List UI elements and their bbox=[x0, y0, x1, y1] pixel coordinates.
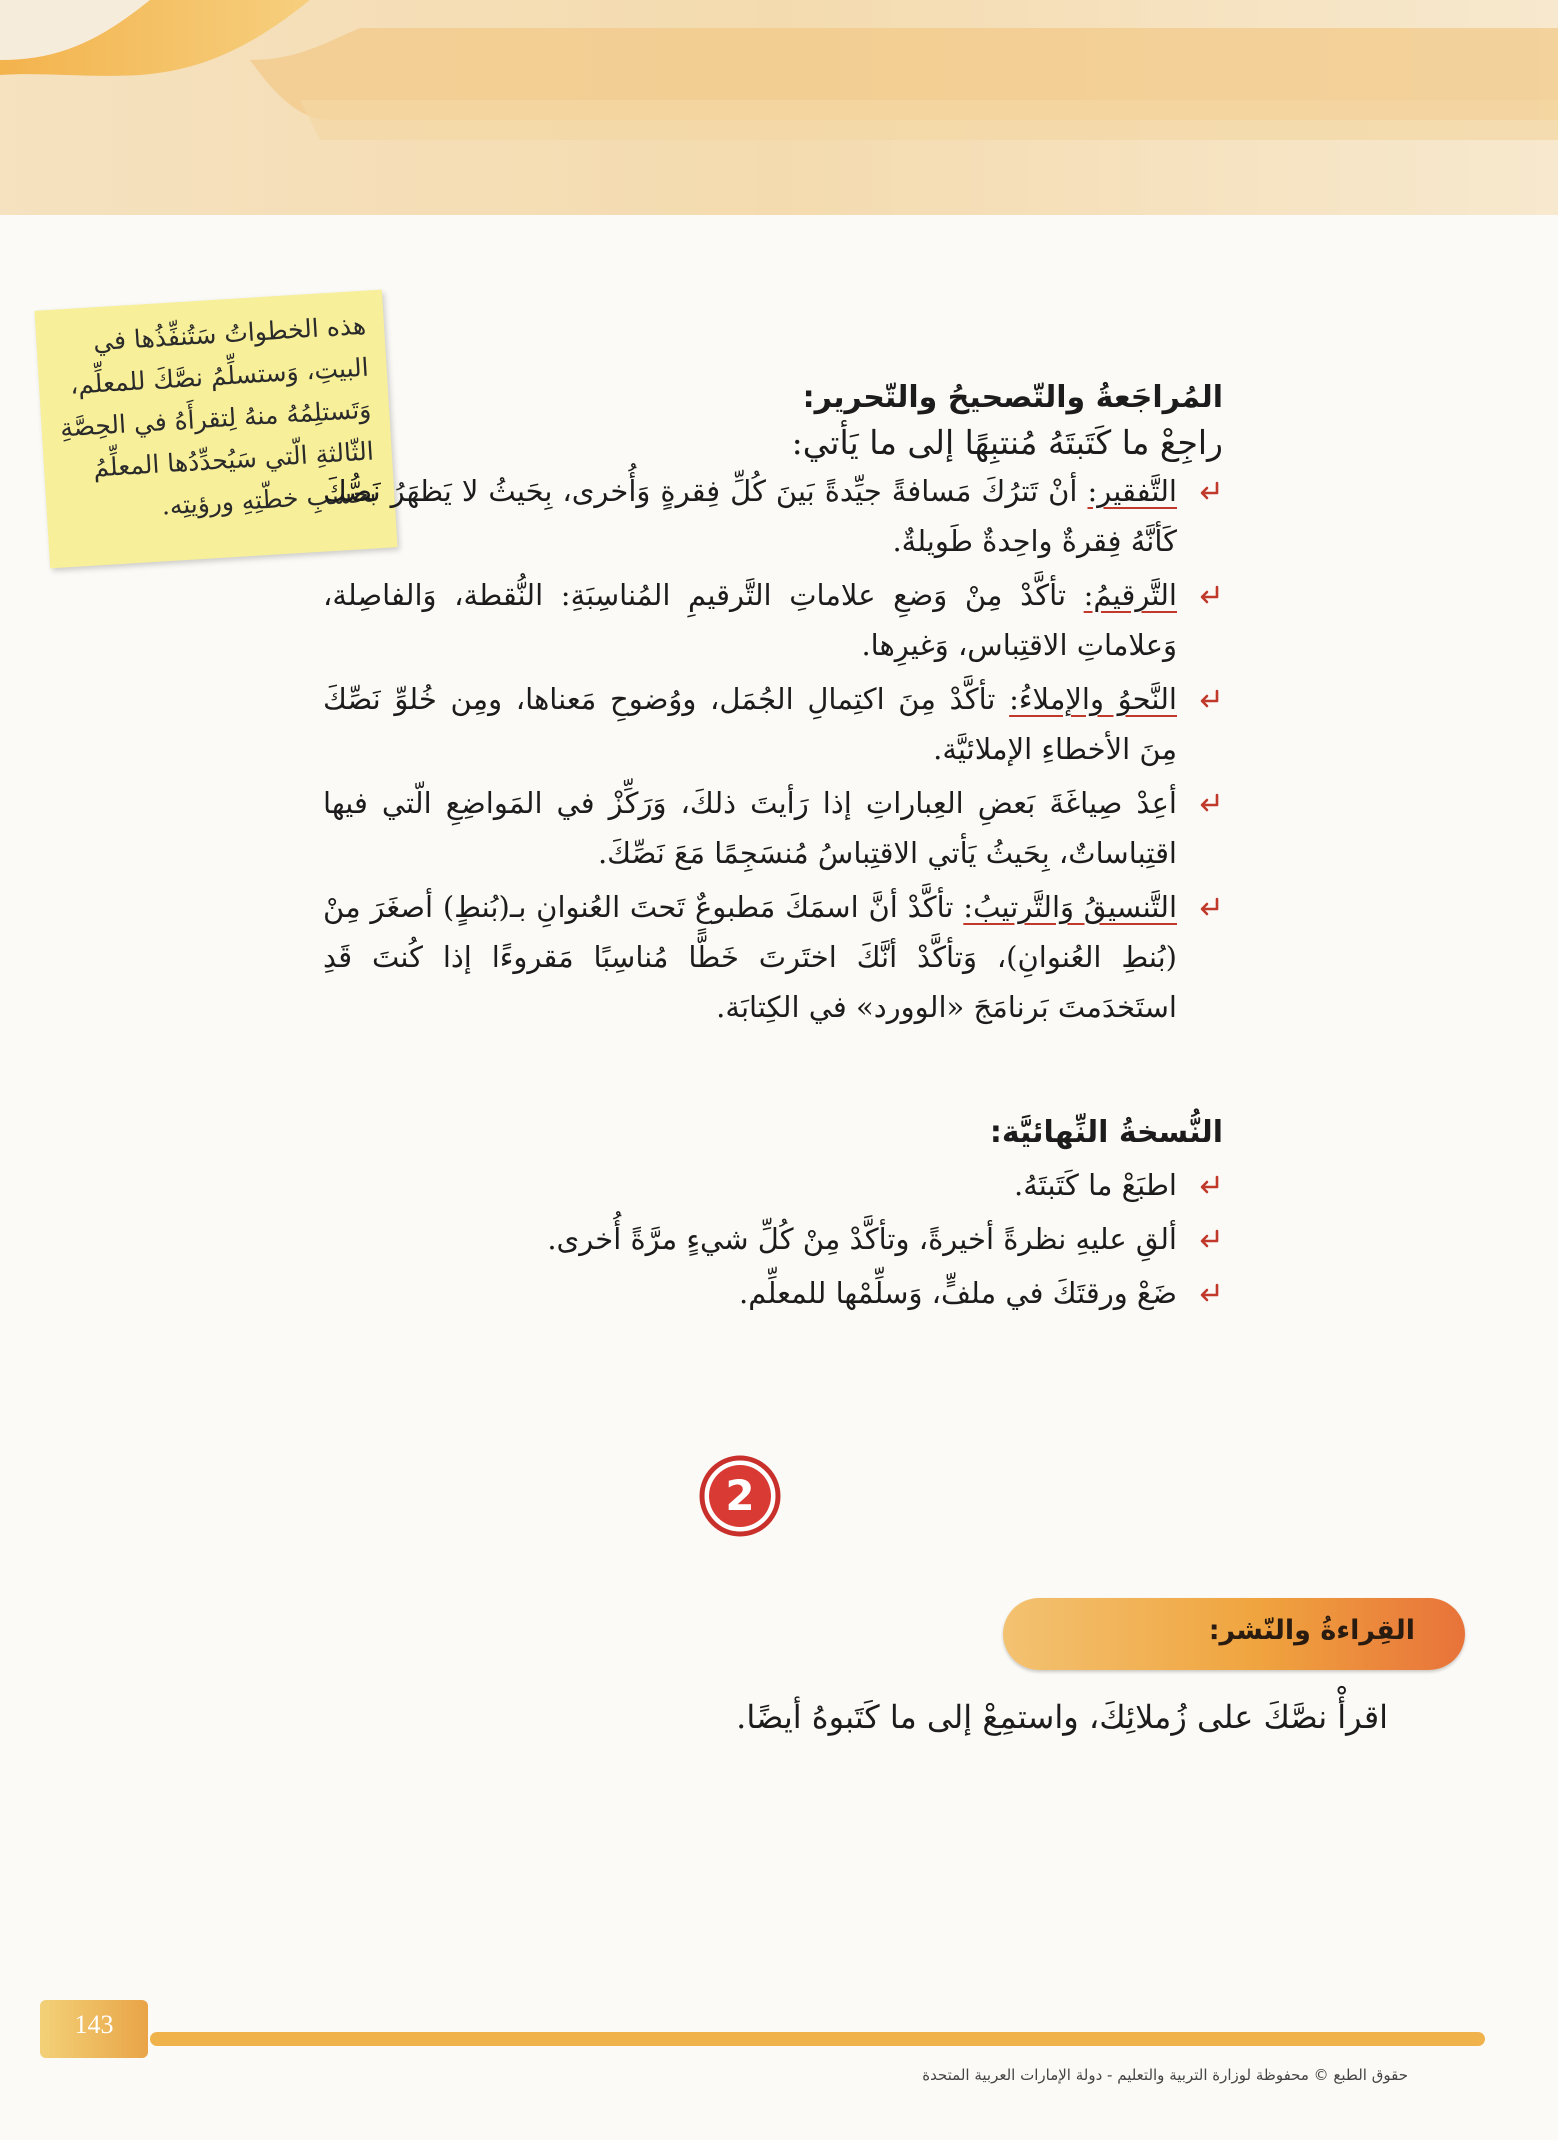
copyright-notice: حقوق الطبع © محفوظة لوزارة التربية والتعليم - دولة الإمارات العربية المتحدة bbox=[922, 2066, 1408, 2084]
sticky-note-line: الثّالثةِ الّتي سَيُحدِّدُها المعلِّمُ bbox=[92, 436, 375, 483]
review-list bbox=[323, 466, 1223, 1032]
item-term: النَّحوُ والإملاءُ: bbox=[1009, 682, 1177, 716]
item-text: اطبَعْ ما كَتَبتَهُ. bbox=[1014, 1168, 1177, 1202]
arrow-bullet-icon bbox=[1195, 1171, 1223, 1199]
list-item bbox=[323, 1214, 1223, 1264]
item-text: تأكَّدْ أنَّ اسمَكَ مَطبوعٌ تَحتَ العُنوانِ بـ(بُنطٍ) أصغَرَ مِنْ (بُنطِ العُنوانِ)، وَتأكَّدْ أنَّكَ اختَرتَ خَطًّا مُناسِبًا مَقروءًا إذا كُنتَ قَدِ استَخدَمتَ بَرنامَجَ «الوورد» في الكِتابَة. bbox=[323, 890, 1177, 1024]
list-item bbox=[323, 570, 1223, 670]
item-term: التَّنسيقُ وَالتَّرتيبُ: bbox=[963, 890, 1177, 924]
final-copy-list bbox=[323, 1160, 1223, 1318]
sticky-note-line: هذه الخطواتُ سَتُنفِّذُها في bbox=[92, 310, 367, 357]
page-number-tab bbox=[40, 2000, 148, 2058]
arrow-bullet-icon bbox=[1195, 1279, 1223, 1307]
sticky-note-line: البيتِ، وَستسلِّمُ نصَّكَ للمعلِّم، bbox=[69, 352, 370, 400]
item-term: التَّفقير: bbox=[1087, 474, 1177, 508]
arrow-bullet-icon bbox=[1195, 789, 1223, 817]
final-copy-title: النُّسخةُ النِّهائيَّة: bbox=[989, 1115, 1223, 1150]
arrow-bullet-icon bbox=[1195, 893, 1223, 921]
item-text: ألقِ عليهِ نظرةً أخيرةً، وتأكَّدْ مِنْ كُلِّ شيءٍ مرَّةً أُخرى. bbox=[547, 1222, 1177, 1256]
reading-title: القِراءةُ والنّشر: bbox=[1208, 1615, 1415, 1646]
item-text: تأكَّدْ مِنَ اكتِمالِ الجُمَل، ووُضوحِ مَعناها، ومِن خُلوِّ نَصِّكَ مِنَ الأخطاءِ الإملائيَّة. bbox=[323, 682, 1177, 766]
item-text: ضَعْ ورقتَكَ في ملفٍّ، وَسلِّمْها للمعلِّم. bbox=[739, 1276, 1177, 1310]
item-text: أنْ تَترُكَ مَسافةً جيِّدةً بَينَ كُلِّ فِقرةٍ وَأُخرى، بِحَيثُ لا يَظهَرُ نَصُّكَ كَأنَّهُ فِقرةٌ واحِدةٌ طَويلةٌ. bbox=[323, 474, 1177, 558]
list-item bbox=[323, 1268, 1223, 1318]
review-section bbox=[323, 380, 1223, 1036]
list-item bbox=[323, 778, 1223, 878]
list-item bbox=[323, 1160, 1223, 1210]
page-number: 143 bbox=[74, 2010, 114, 2039]
footer-bar bbox=[150, 2032, 1485, 2046]
item-term: التَّرقيمُ: bbox=[1083, 578, 1177, 612]
reading-section-header bbox=[1003, 1598, 1465, 1670]
review-intro: راجِعْ ما كَتَبتَهُ مُنتبِهًا إلى ما يَأتي: bbox=[791, 423, 1223, 462]
review-title: المُراجَعةُ والتّصحيحُ والتّحرير: bbox=[802, 380, 1223, 415]
arrow-bullet-icon bbox=[1195, 1225, 1223, 1253]
sticky-note-line: بحسبِ خطّتِهِ ورؤيتِه. bbox=[160, 478, 378, 521]
top-decorative-band bbox=[0, 0, 1558, 230]
arrow-bullet-icon bbox=[1195, 685, 1223, 713]
arrow-bullet-icon bbox=[1195, 477, 1223, 505]
item-text: تأكَّدْ مِنْ وَضعِ علاماتِ التَّرقيمِ المُناسِبَةِ: النُّقطة، وَالفاصِلة، وَعلاماتِ الاقتِباس، وَغيرِها. bbox=[323, 578, 1177, 662]
reading-text: اقرأْ نصَّكَ على زُملائِكَ، واستمِعْ إلى ما كَتَبوهُ أيضًا. bbox=[736, 1698, 1388, 1736]
sticky-note-line: وَتَستلِمُهُ منهُ لِتقرأَهُ في الحِصَّةِ bbox=[59, 394, 372, 443]
step-number-badge bbox=[698, 1454, 782, 1538]
list-item bbox=[323, 882, 1223, 1032]
step-number: 2 bbox=[725, 1471, 755, 1520]
list-item bbox=[323, 466, 1223, 566]
final-copy-section bbox=[323, 1115, 1223, 1322]
item-text: أعِدْ صِياغَةَ بَعضِ العِباراتِ إذا رَأيتَ ذلكَ، وَرَكِّزْ في المَواضِعِ الّتي فيها اقتِباساتٌ، بِحَيثُ يَأتي الاقتِباسُ مُنسَجِمًا مَعَ نَصِّكَ. bbox=[323, 786, 1177, 870]
list-item bbox=[323, 674, 1223, 774]
arrow-bullet-icon bbox=[1195, 581, 1223, 609]
